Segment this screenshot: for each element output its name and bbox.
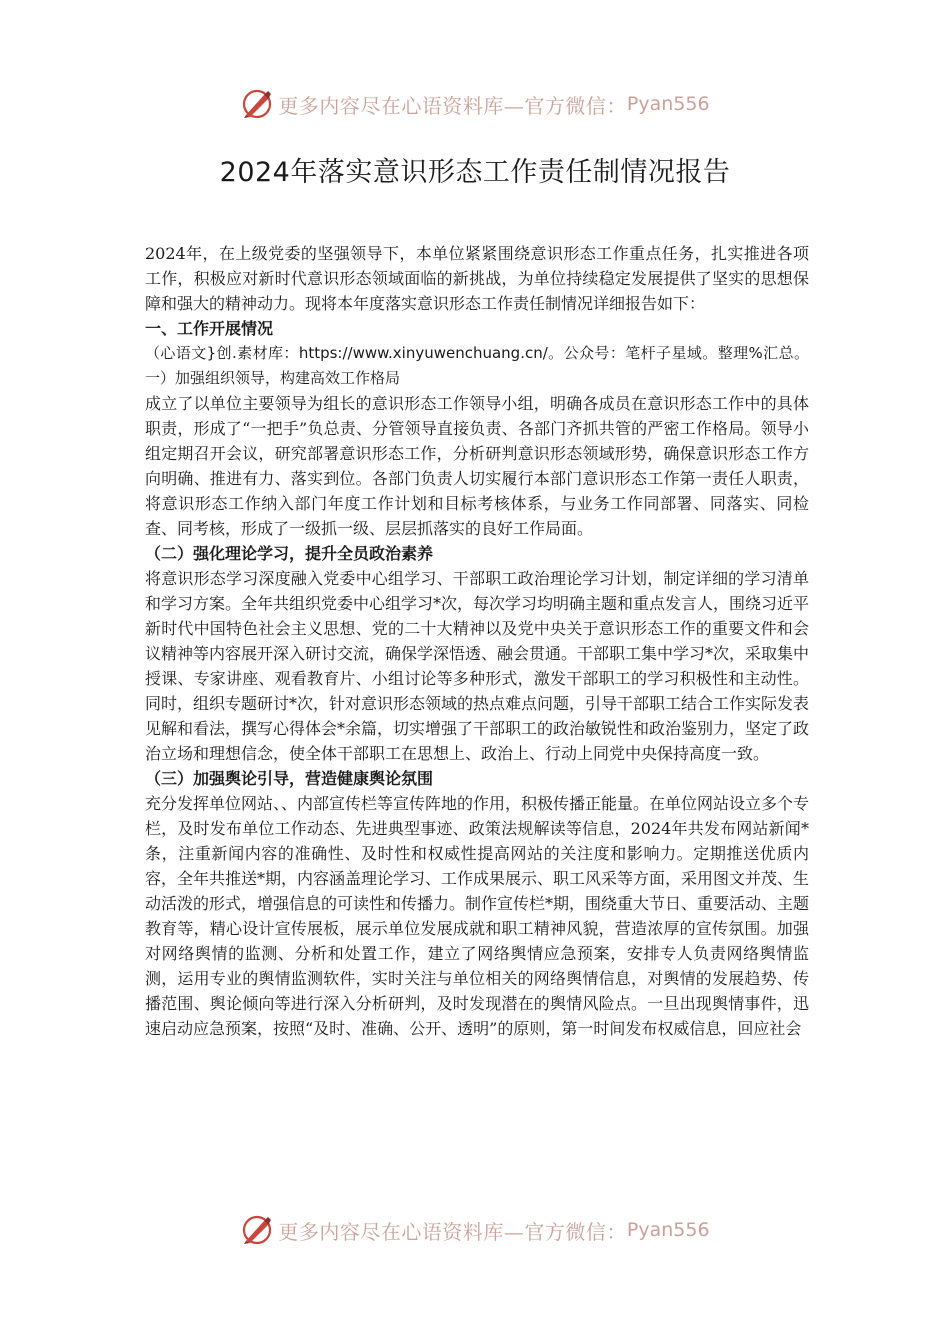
- banner-wechat-id: Pyan556: [626, 93, 710, 115]
- pen-nib-logo-icon: [240, 87, 274, 121]
- paragraph-2: 将意识形态学习深度融入党委中心组学习、干部职工政治理论学习计划，制定详细的学习清单和学习方案。全年共组织党委中心组学习*次，每次学习均明确主题和重点发言人，围绕习近平新时代中国特色社会主义思想、党的二十大精神以及党中央关于意识形态工作的重要文件和会议精神等内容展开深入研讨交流，确保学深悟透、融会贯通。干部职工集中学习*次，采取集中授课、专家讲座、观看教育片、小组讨论等多种形式，激发干部职工的学习积极性和主动性。同时，组织专题研讨*次，针对意识形态领域的热点难点问题，引导干部职工结合工作实际发表见解和看法，撰写心得体会*余篇，切实增强了干部职工的政治敏锐性和政治鉴别力，坚定了政治立场和理想信念，使全体干部职工在思想上、政治上、行动上同党中央保持高度一致。: [145, 569, 809, 763]
- header-banner: [0, 84, 950, 124]
- page-title: 2024年落实意识形态工作责任制情况报告: [219, 157, 731, 188]
- paragraph-1: 成立了以单位主要领导为组长的意识形态工作领导小组，明确各成员在意识形态工作中的具体职责，形成了“一把手”负总责、分管领导直接负责、各部门齐抓共管的严密工作格局。领导小组定期召开会议，研究部署意识形态工作，分析研判意识形态领域形势，确保意识形态工作方向明确、推进有力、落实到位。各部门负责人切实履行本部门意识形态工作第一责任人职责，将意识形态工作纳入部门年度工作计划和目标考核体系，与业务工作同部署、同落实、同检查、同考核，形成了一级抓一级、层层抓落实的良好工作局面。: [145, 394, 809, 538]
- pen-nib-logo-icon: [240, 1213, 274, 1247]
- banner-text: 更多内容尽在心语资料库—官方微信：: [278, 1219, 627, 1244]
- subsection-heading-2: （二）强化理论学习，提升全员政治素养: [145, 544, 434, 563]
- source-note-line: （心语文}创.素材库：https://www.xinyuwenchuang.cn/。公众号：笔杆子星域。整理%汇总。一）加强组织领导，构建高效工作格局: [145, 344, 809, 387]
- subsection-heading-3: （三）加强舆论引导，营造健康舆论氛围: [145, 769, 434, 788]
- banner-wechat-id: Pyan556: [626, 1219, 710, 1241]
- paragraph-3: 充分发挥单位网站、、内部宣传栏等宣传阵地的作用，积极传播正能量。在单位网站设立多个专栏，及时发布单位工作动态、先进典型事迹、政策法规解读等信息，2024年共发布网站新闻*条，注重新闻内容的准确性、及时性和权威性提高网站的关注度和影响力。定期推送优质内容，全年共推送*期，内容涵盖理论学习、工作成果展示、职工风采等方面，采用图文并茂、生动活泼的形式，增强信息的可读性和传播力。制作宣传栏*期，围绕重大节日、重要活动、主题教育等，精心设计宣传展板，展示单位发展成就和职工精神风貌，营造浓厚的宣传氛围。加强对网络舆情的监测、分析和处置工作，建立了网络舆情应急预案，安排专人负责网络舆情监测，运用专业的舆情监测软件，实时关注与单位相关的网络舆情信息，对舆情的发展趋势、传播范围、舆论倾向等进行深入分析研判，及时发现潜在的舆情风险点。一旦出现舆情事件，迅速启动应急预案，按照“及时、准确、公开、透明”的原则，第一时间发布权威信息，回应社会: [145, 794, 809, 1038]
- footer-banner: [0, 1210, 950, 1250]
- document-body: [145, 241, 809, 1191]
- intro-paragraph: 2024年，在上级党委的坚强领导下，本单位紧紧围绕意识形态工作重点任务，扎实推进各项工作，积极应对新时代意识形态领域面临的新挑战，为单位持续稳定发展提供了坚实的思想保障和强大的精神动力。现将本年度落实意识形态工作责任制情况详细报告如下：: [145, 244, 809, 313]
- banner-text: 更多内容尽在心语资料库—官方微信：: [278, 93, 627, 118]
- section-heading-1: 一、工作开展情况: [145, 319, 274, 338]
